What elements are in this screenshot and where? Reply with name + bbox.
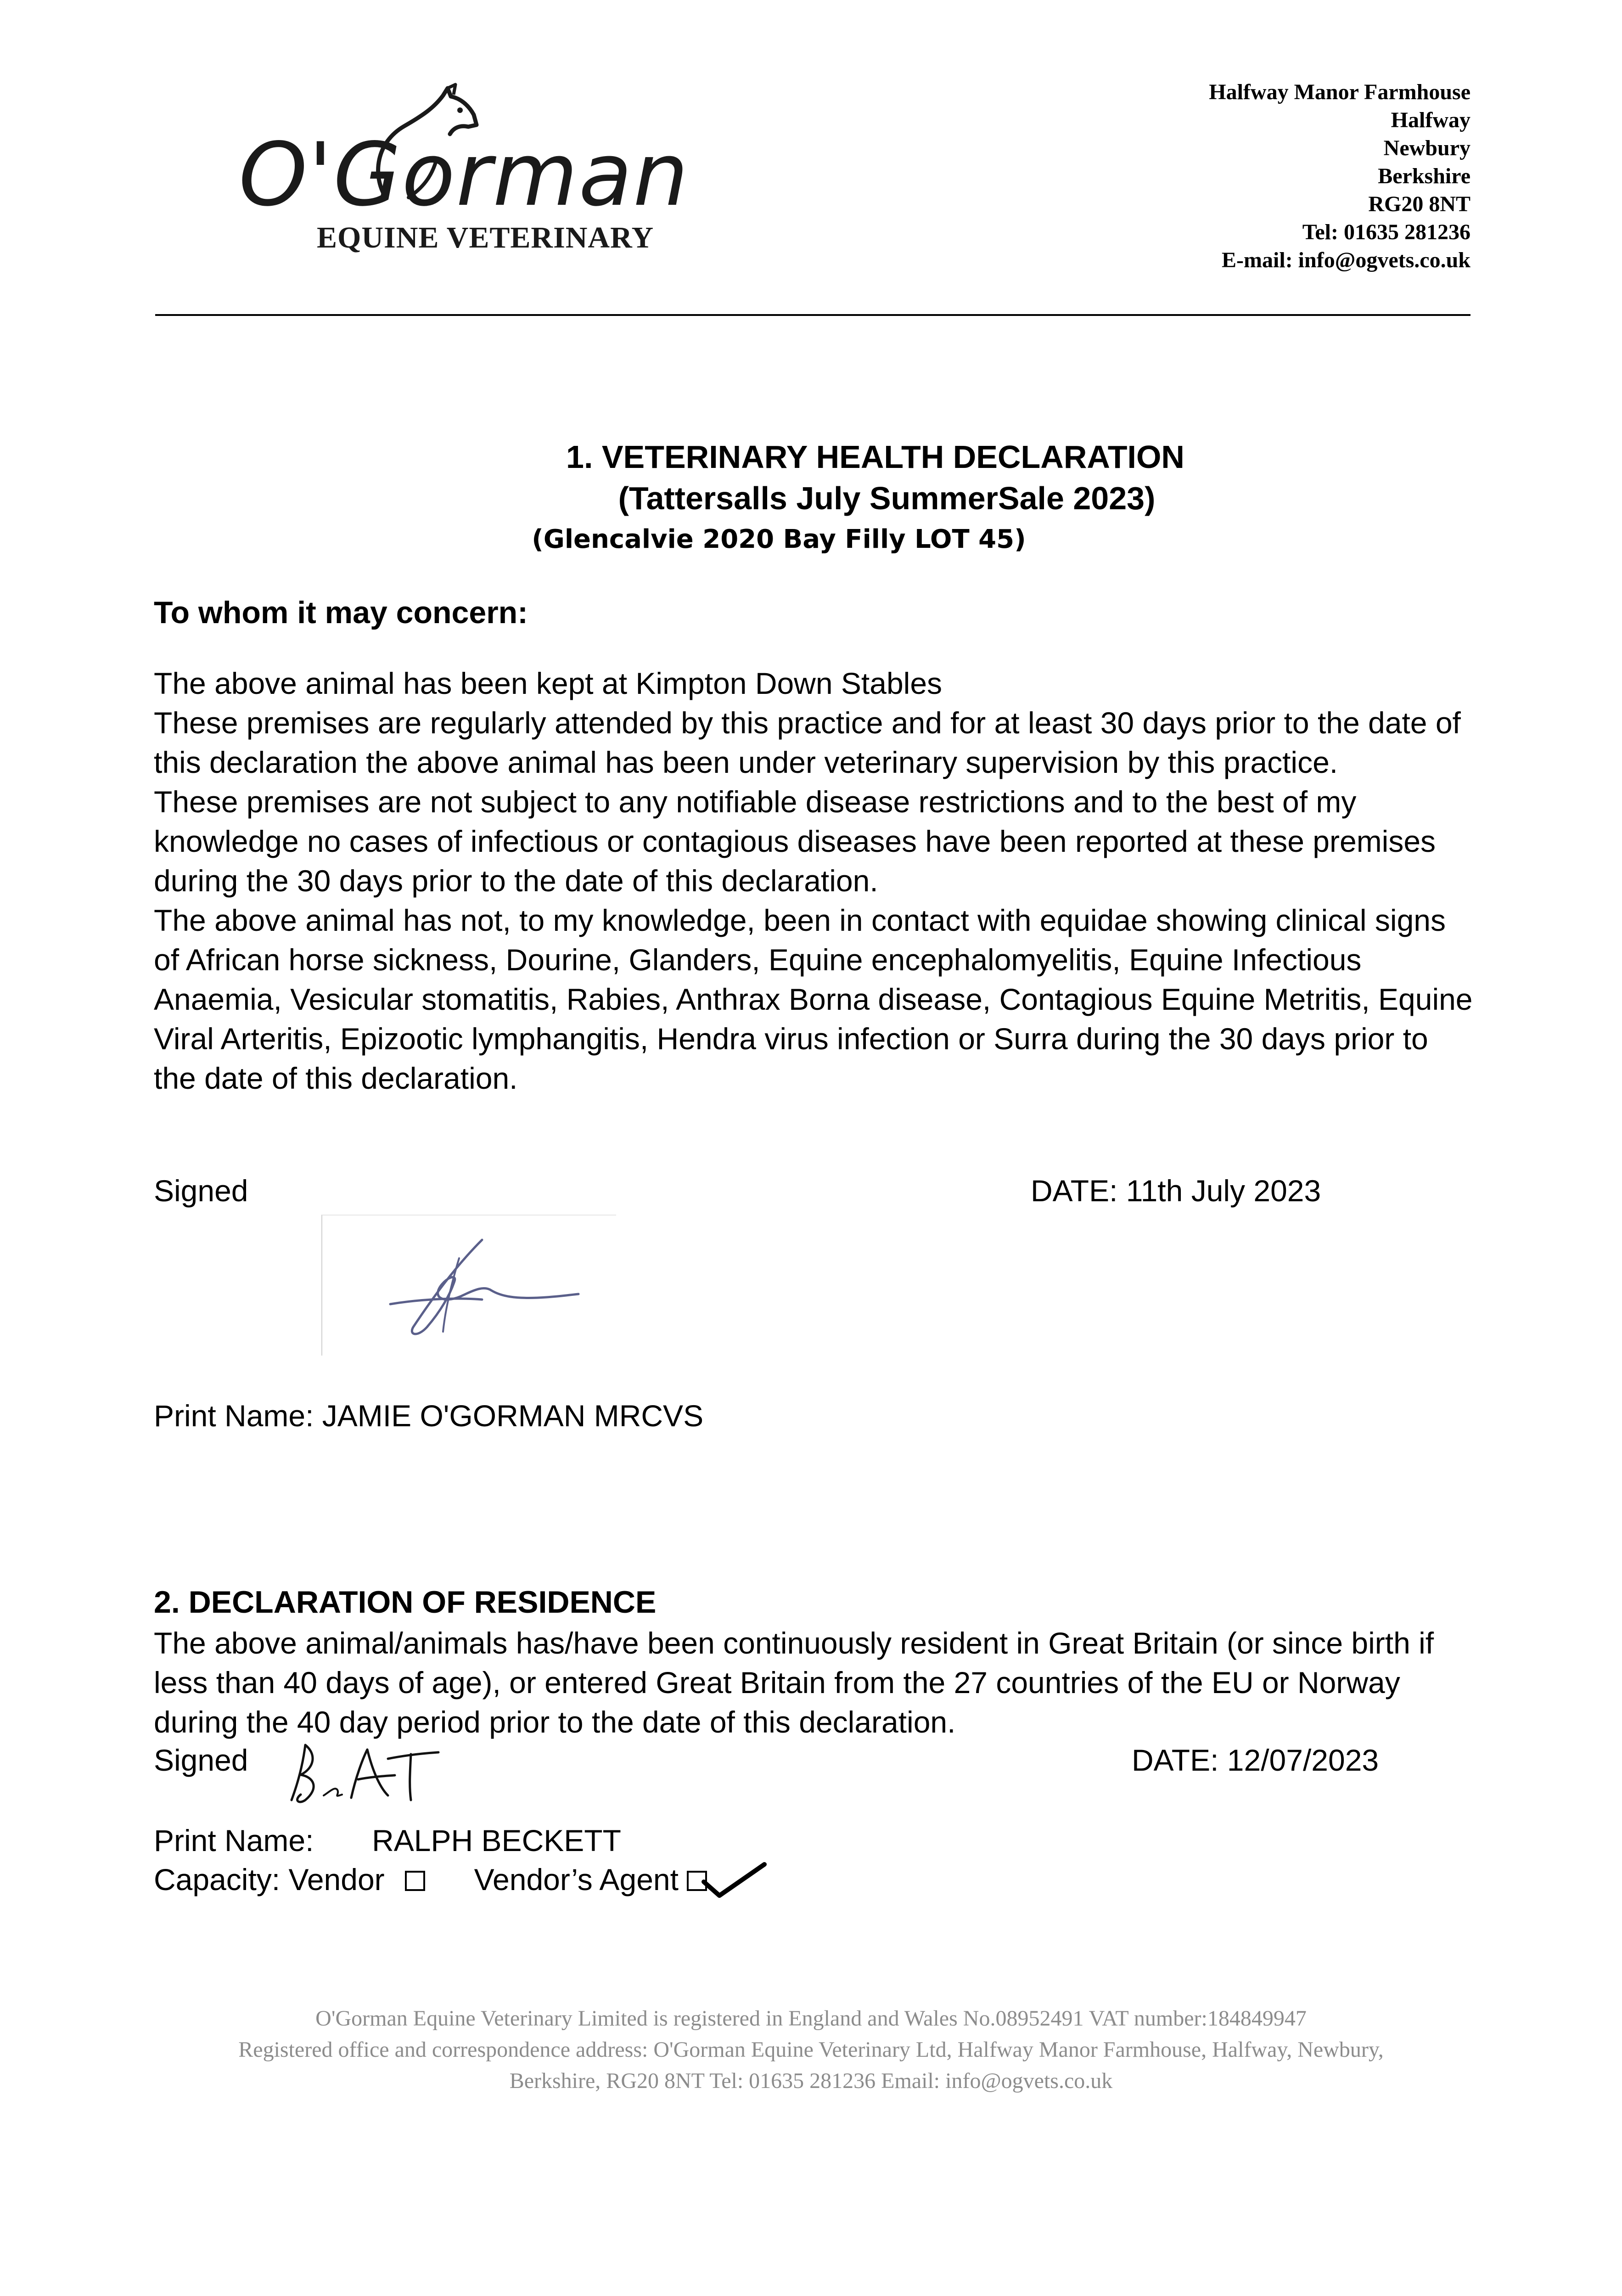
address-line: Halfway	[1391, 108, 1470, 132]
section1-title: 1. VETERINARY HEALTH DECLARATION	[566, 439, 1184, 475]
address-line: Newbury	[1383, 136, 1470, 160]
address-block	[1209, 78, 1470, 274]
vet-signature	[363, 1231, 601, 1345]
section1-heading	[0, 436, 1622, 560]
salutation: To whom it may concern:	[154, 595, 528, 630]
logo-subtitle: EQUINE VETERINARY	[317, 221, 654, 254]
print-name-value: RALPH BECKETT	[372, 1823, 621, 1857]
section2-body	[154, 1623, 1476, 1742]
section2-date: DATE: 12/07/2023	[1132, 1743, 1379, 1777]
vendor-agent-label: Vendor’s Agent	[474, 1863, 679, 1896]
vendor-checkbox[interactable]	[405, 1871, 425, 1891]
section1-lot: (Glencalvie 2020 Bay Filly LOT 45)	[532, 524, 1026, 554]
logo-wordmark: O'Gorman	[239, 124, 690, 225]
section2-title: 2. DECLARATION OF RESIDENCE	[154, 1585, 657, 1620]
address-line: RG20 8NT	[1368, 192, 1470, 216]
body-paragraph: These premises are regularly attended by this practice and for at least 30 days prior to the date of this declaration the above animal has been under veterinary supervision by this practice.	[154, 706, 1461, 779]
print-name-label: Print Name:	[154, 1823, 314, 1857]
footer-line: Registered office and correspondence address: O'Gorman Equine Veterinary Ltd, Halfway Manor Farmhouse, Halfway, Newbury,	[238, 2037, 1384, 2062]
body-paragraph: These premises are not subject to any notifiable disease restrictions and to the best of my knowledge no cases of infectious or contagious diseases have been reported at these premises during the 30 days prior to the date of this declaration.	[154, 785, 1436, 898]
section1-subtitle: (Tattersalls July SummerSale 2023)	[618, 480, 1156, 516]
section1-date: DATE: 11th July 2023	[1031, 1174, 1321, 1208]
address-line: Berkshire	[1378, 164, 1470, 188]
address-line: Halfway Manor Farmhouse	[1209, 80, 1470, 104]
agent-signature	[273, 1736, 443, 1809]
address-email: E-mail: info@ogvets.co.uk	[1222, 248, 1470, 272]
body-paragraph: The above animal has been kept at Kimpton Down Stables	[154, 666, 943, 700]
company-logo	[239, 83, 690, 266]
footer-line: Berkshire, RG20 8NT Tel: 01635 281236 Email: info@ogvets.co.uk	[509, 2069, 1113, 2093]
checkmark-icon	[700, 1860, 769, 1901]
address-phone: Tel: 01635 281236	[1302, 220, 1470, 244]
footer-line: O'Gorman Equine Veterinary Limited is registered in England and Wales No.08952491 VAT number:184849947	[315, 2006, 1307, 2031]
page-footer	[0, 2003, 1622, 2097]
section1-signed-label: Signed	[154, 1174, 248, 1208]
section1-print-name: Print Name: JAMIE O'GORMAN MRCVS	[154, 1399, 704, 1433]
section2-signed-label: Signed	[154, 1743, 248, 1777]
header-divider	[155, 314, 1470, 316]
body-paragraph: The above animal/animals has/have been continuously resident in Great Britain (or since birth if less than 40 days of age), or entered Great Britain from the 27 countries of the EU or Norway during the 40 day period prior to the date of this declaration.	[154, 1626, 1434, 1739]
capacity-row	[154, 1862, 707, 1897]
section1-body	[154, 664, 1476, 1098]
section2-print-name	[154, 1823, 621, 1858]
capacity-label: Capacity: Vendor	[154, 1863, 385, 1896]
body-paragraph: The above animal has not, to my knowledge, been in contact with equidae showing clinical signs of African horse sickness, Dourine, Glanders, Equine encephalomyelitis, Equine Infectious Anaemia, Vesicular stomatitis, Rabies, Anthrax Borna disease, Contagious Equine Metritis, Equine Viral Arteritis, Epizootic lymphangitis, Hendra virus infection or Surra during the 30 days prior to the date of this declaration.	[154, 903, 1473, 1095]
